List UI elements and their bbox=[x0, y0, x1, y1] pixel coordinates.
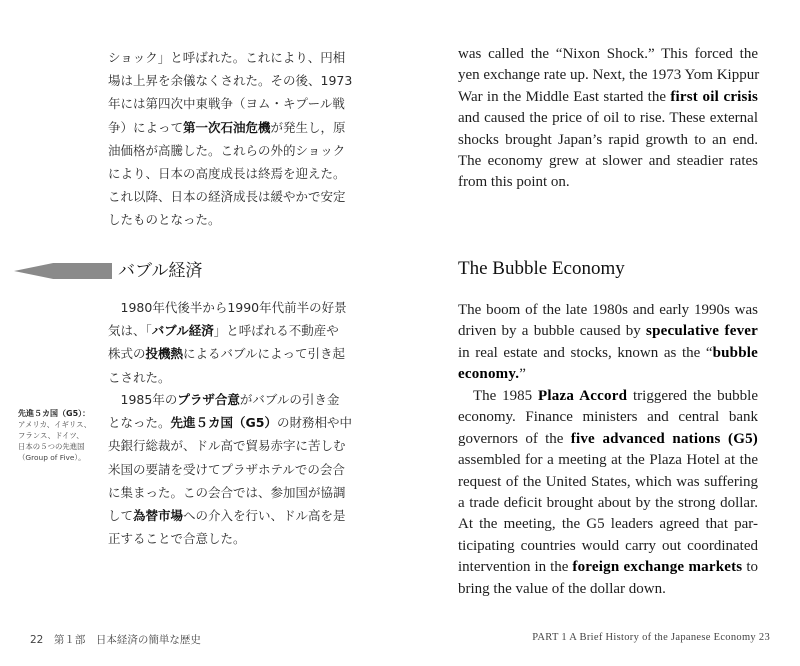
jp-section-heading bbox=[14, 258, 314, 286]
term-foreign-exchange-markets-en: foreign exchange markets bbox=[572, 559, 743, 576]
jp-paragraph-nixon-shock: ショック」と呼ばれた。これにより、円相 場は上昇を余儀なくされた。その後、1973 年には第四次中東戦争（ヨム・キプール戦 争）によって第一次石油危機が発生し，原 油価格が高騰した。これらの外的ショック により、日本の高度成長は終焉を迎えた。 これ以降、日本の経済成長は緩やかで安定 したものとなった。 bbox=[108, 50, 352, 228]
term-speculative-fever-en: speculative fever bbox=[646, 323, 758, 340]
term-speculative-fever: 投機熱 bbox=[145, 346, 184, 362]
heading-marker-shape bbox=[14, 263, 112, 279]
en-paragraph-bubble: The boom of the late 1980s and early 1990s was driven by a bubble caused by speculative fever in real estate and stocks, known as the “bubble economy.” bbox=[458, 302, 758, 383]
term-plaza-accord: プラザ合意 bbox=[177, 392, 240, 407]
right-page bbox=[400, 0, 800, 666]
en-section-heading: The Bubble Economy bbox=[458, 258, 625, 279]
left-page-footer: 22 第１部 日本経済の簡単な歴史 bbox=[30, 634, 201, 646]
term-foreign-exchange-market: 為替市場 bbox=[133, 508, 184, 524]
jp-heading-title: バブル経済 bbox=[118, 261, 203, 281]
term-first-oil-crisis-en: first oil crisis bbox=[670, 88, 758, 105]
term-economy-en: economy. bbox=[458, 366, 520, 383]
sidenote-term: 先進５カ国（G5）： bbox=[18, 409, 91, 418]
glossary-sidenote: 先進５カ国（G5）： アメリカ、イギリス、 フランス、ドイツ、 日本の５つの先進国 （Group of Five）。 bbox=[18, 408, 100, 463]
term-plaza-accord-en: Plaza Accord bbox=[538, 388, 628, 404]
term-bubble-economy: バブル経済 bbox=[151, 323, 214, 339]
term-bubble-en: bubble bbox=[712, 344, 758, 361]
term-first-oil-crisis: 第一次石油危機 bbox=[183, 119, 271, 135]
right-page-footer: PART 1 A Brief History of the Japanese Economy 23 bbox=[532, 632, 770, 643]
jp-paragraph-plaza-accord: 1985年のプラザ合意がバブルの引き金 となった。先進５カ国（G5）の財務相や中 央銀行総裁が、ドル高で貿易赤字に苦しむ 米国の要請を受けてプラザホテルでの会合 に集まった。この会合では、参加国が協調 して為替市場への介入を行い、ドル高を是 正することで合意した。 bbox=[108, 392, 352, 547]
term-g5-en: five advanced nations (G5) bbox=[570, 430, 758, 447]
en-paragraph-nixon-shock: was called the “Nixon Shock.” This forced the yen exchange rate up. Next, the 1973 Yom Kippur War in the Middle East started the first oil crisis and caused the price of oil to rise. These external shocks brought Japan’s rapid growth to an end. The economy grew at slower and steadier rates from this point on. bbox=[458, 46, 760, 191]
en-paragraph-plaza-accord: The 1985 Plaza Accord triggered the bubble economy. Finance ministers and central bank governors of the five advanced nations (G5) assembled for a meeting at the Plaza Hotel at the request of the United States, which was suffering a trade deficit brought about by the strong dollar. At the meeting, the G5 leaders agreed that par- ticipating countries would carry out coordinated intervention in the foreign exchange markets to bring the value of the dollar down. bbox=[458, 388, 759, 597]
jp-paragraph-bubble: 1980年代後半から1990年代前半の好景 気は、「バブル経済」と呼ばれる不動産や 株式の投機熱によるバブルによって引き起 こされた。 bbox=[108, 300, 347, 385]
term-g5: 先進５カ国（G5） bbox=[170, 415, 277, 431]
